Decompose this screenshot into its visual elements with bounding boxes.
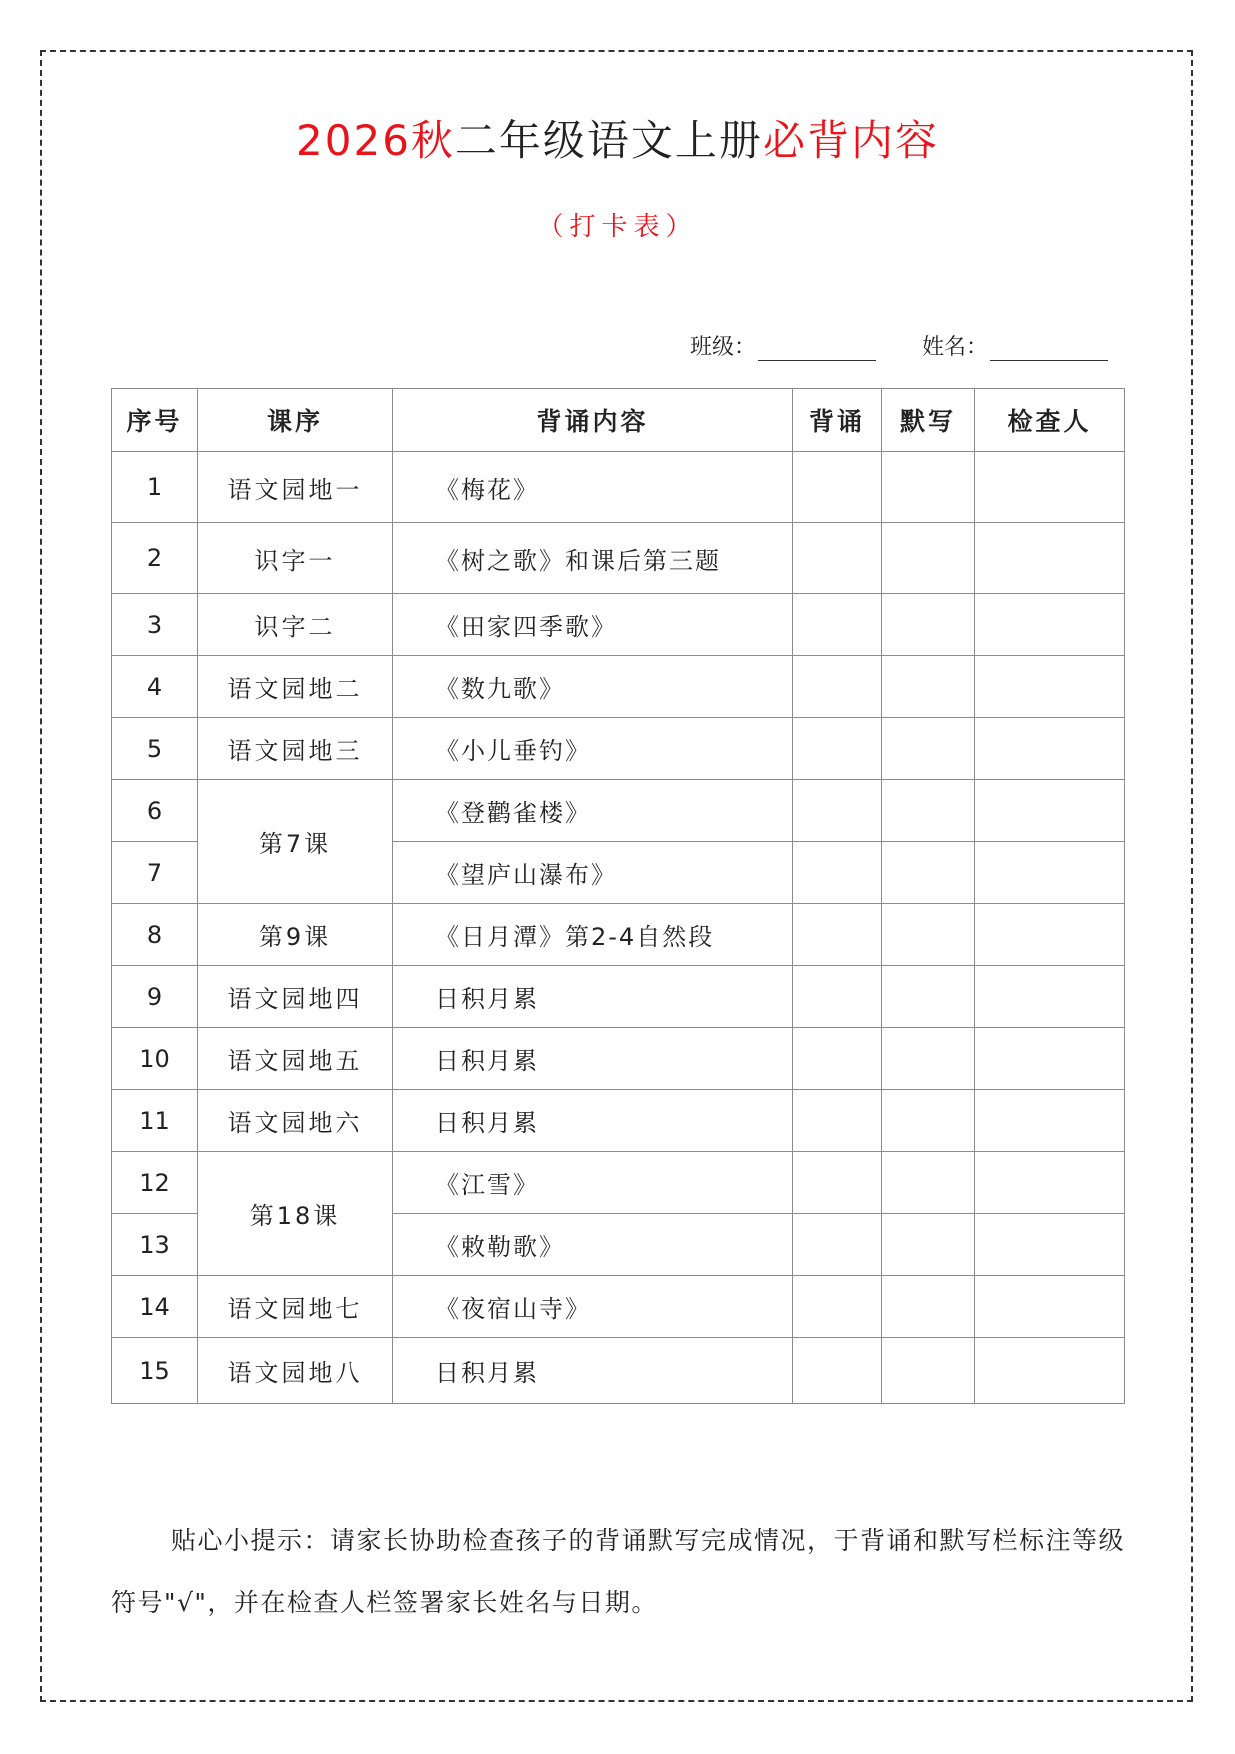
table-row	[112, 1276, 1125, 1338]
recite-check-cell[interactable]	[793, 1028, 882, 1090]
checker-cell[interactable]	[975, 656, 1125, 718]
dictation-check-cell[interactable]	[882, 842, 975, 904]
row-number: 10	[112, 1028, 198, 1090]
row-number: 1	[112, 452, 198, 523]
checker-cell[interactable]	[975, 523, 1125, 594]
checker-cell[interactable]	[975, 1090, 1125, 1152]
table-row	[112, 780, 1125, 842]
checker-cell[interactable]	[975, 1214, 1125, 1276]
row-number: 3	[112, 594, 198, 656]
row-content: 《夜宿山寺》	[393, 1276, 793, 1338]
row-content: 《江雪》	[393, 1152, 793, 1214]
row-content: 《登鹳雀楼》	[393, 780, 793, 842]
name-blank[interactable]	[990, 336, 1108, 361]
checker-cell[interactable]	[975, 904, 1125, 966]
recite-check-cell[interactable]	[793, 904, 882, 966]
row-content: 《望庐山瀑布》	[393, 842, 793, 904]
row-lesson: 识字一	[198, 523, 393, 594]
row-content: 《梅花》	[393, 452, 793, 523]
row-number: 8	[112, 904, 198, 966]
dictation-check-cell[interactable]	[882, 1090, 975, 1152]
row-lesson: 语文园地四	[198, 966, 393, 1028]
class-field[interactable]	[690, 330, 876, 361]
checker-cell[interactable]	[975, 842, 1125, 904]
row-lesson: 语文园地七	[198, 1276, 393, 1338]
row-lesson: 语文园地三	[198, 718, 393, 780]
recite-check-cell[interactable]	[793, 966, 882, 1028]
recite-check-cell[interactable]	[793, 1214, 882, 1276]
recite-check-cell[interactable]	[793, 594, 882, 656]
recite-check-cell[interactable]	[793, 1090, 882, 1152]
table-row	[112, 1090, 1125, 1152]
row-lesson: 语文园地八	[198, 1338, 393, 1404]
checker-cell[interactable]	[975, 1338, 1125, 1404]
row-lesson: 第9课	[198, 904, 393, 966]
table-row	[112, 1338, 1125, 1404]
checker-cell[interactable]	[975, 966, 1125, 1028]
table-row	[112, 523, 1125, 594]
table-header-row	[112, 389, 1125, 452]
row-number: 12	[112, 1152, 198, 1214]
recitation-table	[111, 388, 1125, 1404]
row-content: 《日月潭》第2-4自然段	[393, 904, 793, 966]
checker-cell[interactable]	[975, 1152, 1125, 1214]
row-lesson: 语文园地六	[198, 1090, 393, 1152]
row-content: 日积月累	[393, 1028, 793, 1090]
dictation-check-cell[interactable]	[882, 452, 975, 523]
row-content: 《小儿垂钓》	[393, 718, 793, 780]
row-number: 4	[112, 656, 198, 718]
header-content: 背诵内容	[393, 389, 793, 452]
recite-check-cell[interactable]	[793, 1152, 882, 1214]
header-number: 序号	[112, 389, 198, 452]
dictation-check-cell[interactable]	[882, 966, 975, 1028]
title-required: 必背内容	[762, 116, 939, 165]
checker-cell[interactable]	[975, 780, 1125, 842]
row-content: 《树之歌》和课后第三题	[393, 523, 793, 594]
table-row	[112, 904, 1125, 966]
row-content: 《数九歌》	[393, 656, 793, 718]
dictation-check-cell[interactable]	[882, 523, 975, 594]
row-content: 日积月累	[393, 1090, 793, 1152]
title-year: 2026秋	[296, 116, 455, 165]
row-number: 2	[112, 523, 198, 594]
row-content: 日积月累	[393, 1338, 793, 1404]
table-row	[112, 1152, 1125, 1214]
checker-cell[interactable]	[975, 452, 1125, 523]
parent-tip: 贴心小提示：请家长协助检查孩子的背诵默写完成情况，于背诵和默写栏标注等级符号"√"，并在检查人栏签署家长姓名与日期。	[111, 1526, 1126, 1617]
dictation-check-cell[interactable]	[882, 904, 975, 966]
dictation-check-cell[interactable]	[882, 1028, 975, 1090]
checker-cell[interactable]	[975, 718, 1125, 780]
row-lesson: 第7课	[198, 780, 393, 904]
table-row	[112, 656, 1125, 718]
row-number: 5	[112, 718, 198, 780]
row-number: 11	[112, 1090, 198, 1152]
table-row	[112, 594, 1125, 656]
header-lesson: 课序	[198, 389, 393, 452]
row-lesson: 第18课	[198, 1152, 393, 1276]
dictation-check-cell[interactable]	[882, 1214, 975, 1276]
row-lesson: 语文园地五	[198, 1028, 393, 1090]
title-grade: 二年级语文上册	[454, 116, 763, 165]
row-number: 14	[112, 1276, 198, 1338]
checker-cell[interactable]	[975, 1028, 1125, 1090]
row-lesson: 语文园地二	[198, 656, 393, 718]
recite-check-cell[interactable]	[793, 842, 882, 904]
table-row	[112, 966, 1125, 1028]
header-dictation: 默写	[882, 389, 975, 452]
recite-check-cell[interactable]	[793, 1276, 882, 1338]
table-row	[112, 1028, 1125, 1090]
dictation-check-cell[interactable]	[882, 1338, 975, 1404]
dictation-check-cell[interactable]	[882, 656, 975, 718]
header-checker: 检查人	[975, 389, 1125, 452]
recite-check-cell[interactable]	[793, 452, 882, 523]
row-number: 7	[112, 842, 198, 904]
row-number: 9	[112, 966, 198, 1028]
class-blank[interactable]	[758, 336, 876, 361]
page-title	[0, 108, 1235, 168]
dictation-check-cell[interactable]	[882, 1152, 975, 1214]
recite-check-cell[interactable]	[793, 1338, 882, 1404]
row-number: 6	[112, 780, 198, 842]
student-info	[690, 330, 1120, 364]
dictation-check-cell[interactable]	[882, 594, 975, 656]
checker-cell[interactable]	[975, 594, 1125, 656]
header-recite: 背诵	[793, 389, 882, 452]
dictation-check-cell[interactable]	[882, 718, 975, 780]
recite-check-cell[interactable]	[793, 656, 882, 718]
recite-check-cell[interactable]	[793, 523, 882, 594]
row-content: 日积月累	[393, 966, 793, 1028]
name-field[interactable]	[922, 330, 1108, 361]
dictation-check-cell[interactable]	[882, 1276, 975, 1338]
row-number: 13	[112, 1214, 198, 1276]
dictation-check-cell[interactable]	[882, 780, 975, 842]
row-content: 《田家四季歌》	[393, 594, 793, 656]
row-lesson: 识字二	[198, 594, 393, 656]
checker-cell[interactable]	[975, 1276, 1125, 1338]
name-label: 姓名：	[922, 335, 989, 360]
recite-check-cell[interactable]	[793, 780, 882, 842]
row-lesson: 语文园地一	[198, 452, 393, 523]
table-row	[112, 718, 1125, 780]
row-number: 15	[112, 1338, 198, 1404]
class-label: 班级：	[690, 335, 757, 360]
row-content: 《敕勒歌》	[393, 1214, 793, 1276]
table-row	[112, 452, 1125, 523]
recite-check-cell[interactable]	[793, 718, 882, 780]
page-subtitle: （打卡表）	[537, 212, 698, 242]
